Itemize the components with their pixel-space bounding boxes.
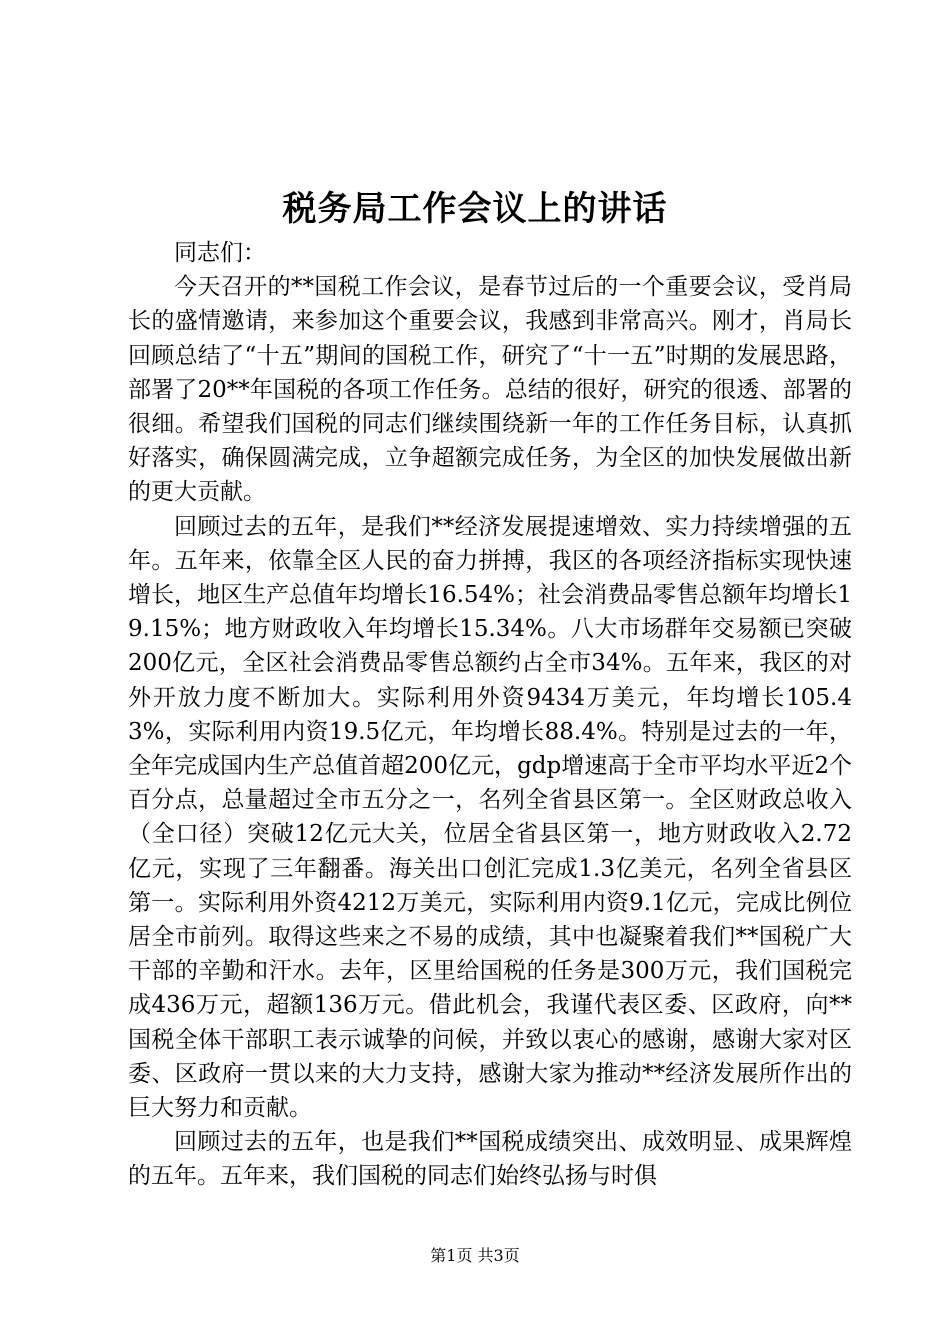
paragraph-2: 回顾过去的五年，是我们**经济发展提速增效、实力持续增强的五年。五年来，依靠全区人民的奋力拼搏，我区的各项经济指标实现快速增长，地区生产总值年均增长16.54%；社会消费品零售总额年均增长19.15%；地方财政收入年均增长15.34%。八大市场群年交易额已突破200亿元，全区社会消费品零售总额约占全市34%。五年来，我区的对外开放力度不断加大。实际利用外资9434万美元，年均增长105.43%，实际利用内资19.5亿元，年均增长88.4%。特别是过去的一年，全年完成国内生产总值首超200亿元，gdp增速高于全市平均水平近2个百分点，总量超过全市五分之一，名列全省县区第一。全区财政总收入（全口径）突破12亿元大关，位居全省县区第一，地方财政收入2.72亿元，实现了三年翻番。海关出口创汇完成1.3亿美元，名列全省县区第一。实际利用外资4212万美元，实际利用内资9.1亿元，完成比例位居全市前列。取得这些来之不易的成绩，其中也凝聚着我们**国税广大干部的辛勤和汗水。去年，区里给国税的任务是300万元，我们国税完成436万元，超额136万元。借此机会，我谨代表区委、区政府，向**国税全体干部职工表示诚挚的问候，并致以衷心的感谢，感谢大家对区委、区政府一贯以来的大力支持，感谢大家为推动**经济发展所作出的巨大努力和贡献。	[128, 513, 852, 1122]
salutation: 同志们：	[174, 240, 266, 266]
page-footer: 第1页 共3页	[430, 1246, 520, 1265]
document-title: 税务局工作会议上的讲话	[282, 189, 668, 229]
paragraph-1: 今天召开的**国税工作会议，是春节过后的一个重要会议，受肖局长的盛情邀请，来参加这个重要会议，我感到非常高兴。刚才，肖局长回顾总结了“十五”期间的国税工作，研究了“十一五”时期的发展思路，部署了20**年国税的各项工作任务。总结的很好，研究的很透、部署的很细。希望我们国税的同志们继续围绕新一年的工作任务目标，认真抓好落实，确保圆满完成，立争超额完成任务，为全区的加快发展做出新的更大贡献。	[128, 274, 852, 506]
paragraph-3: 回顾过去的五年，也是我们**国税成绩突出、成效明显、成果辉煌的五年。五年来，我们国税的同志们始终弘扬与时俱	[128, 1129, 852, 1190]
document-body	[128, 236, 852, 1194]
